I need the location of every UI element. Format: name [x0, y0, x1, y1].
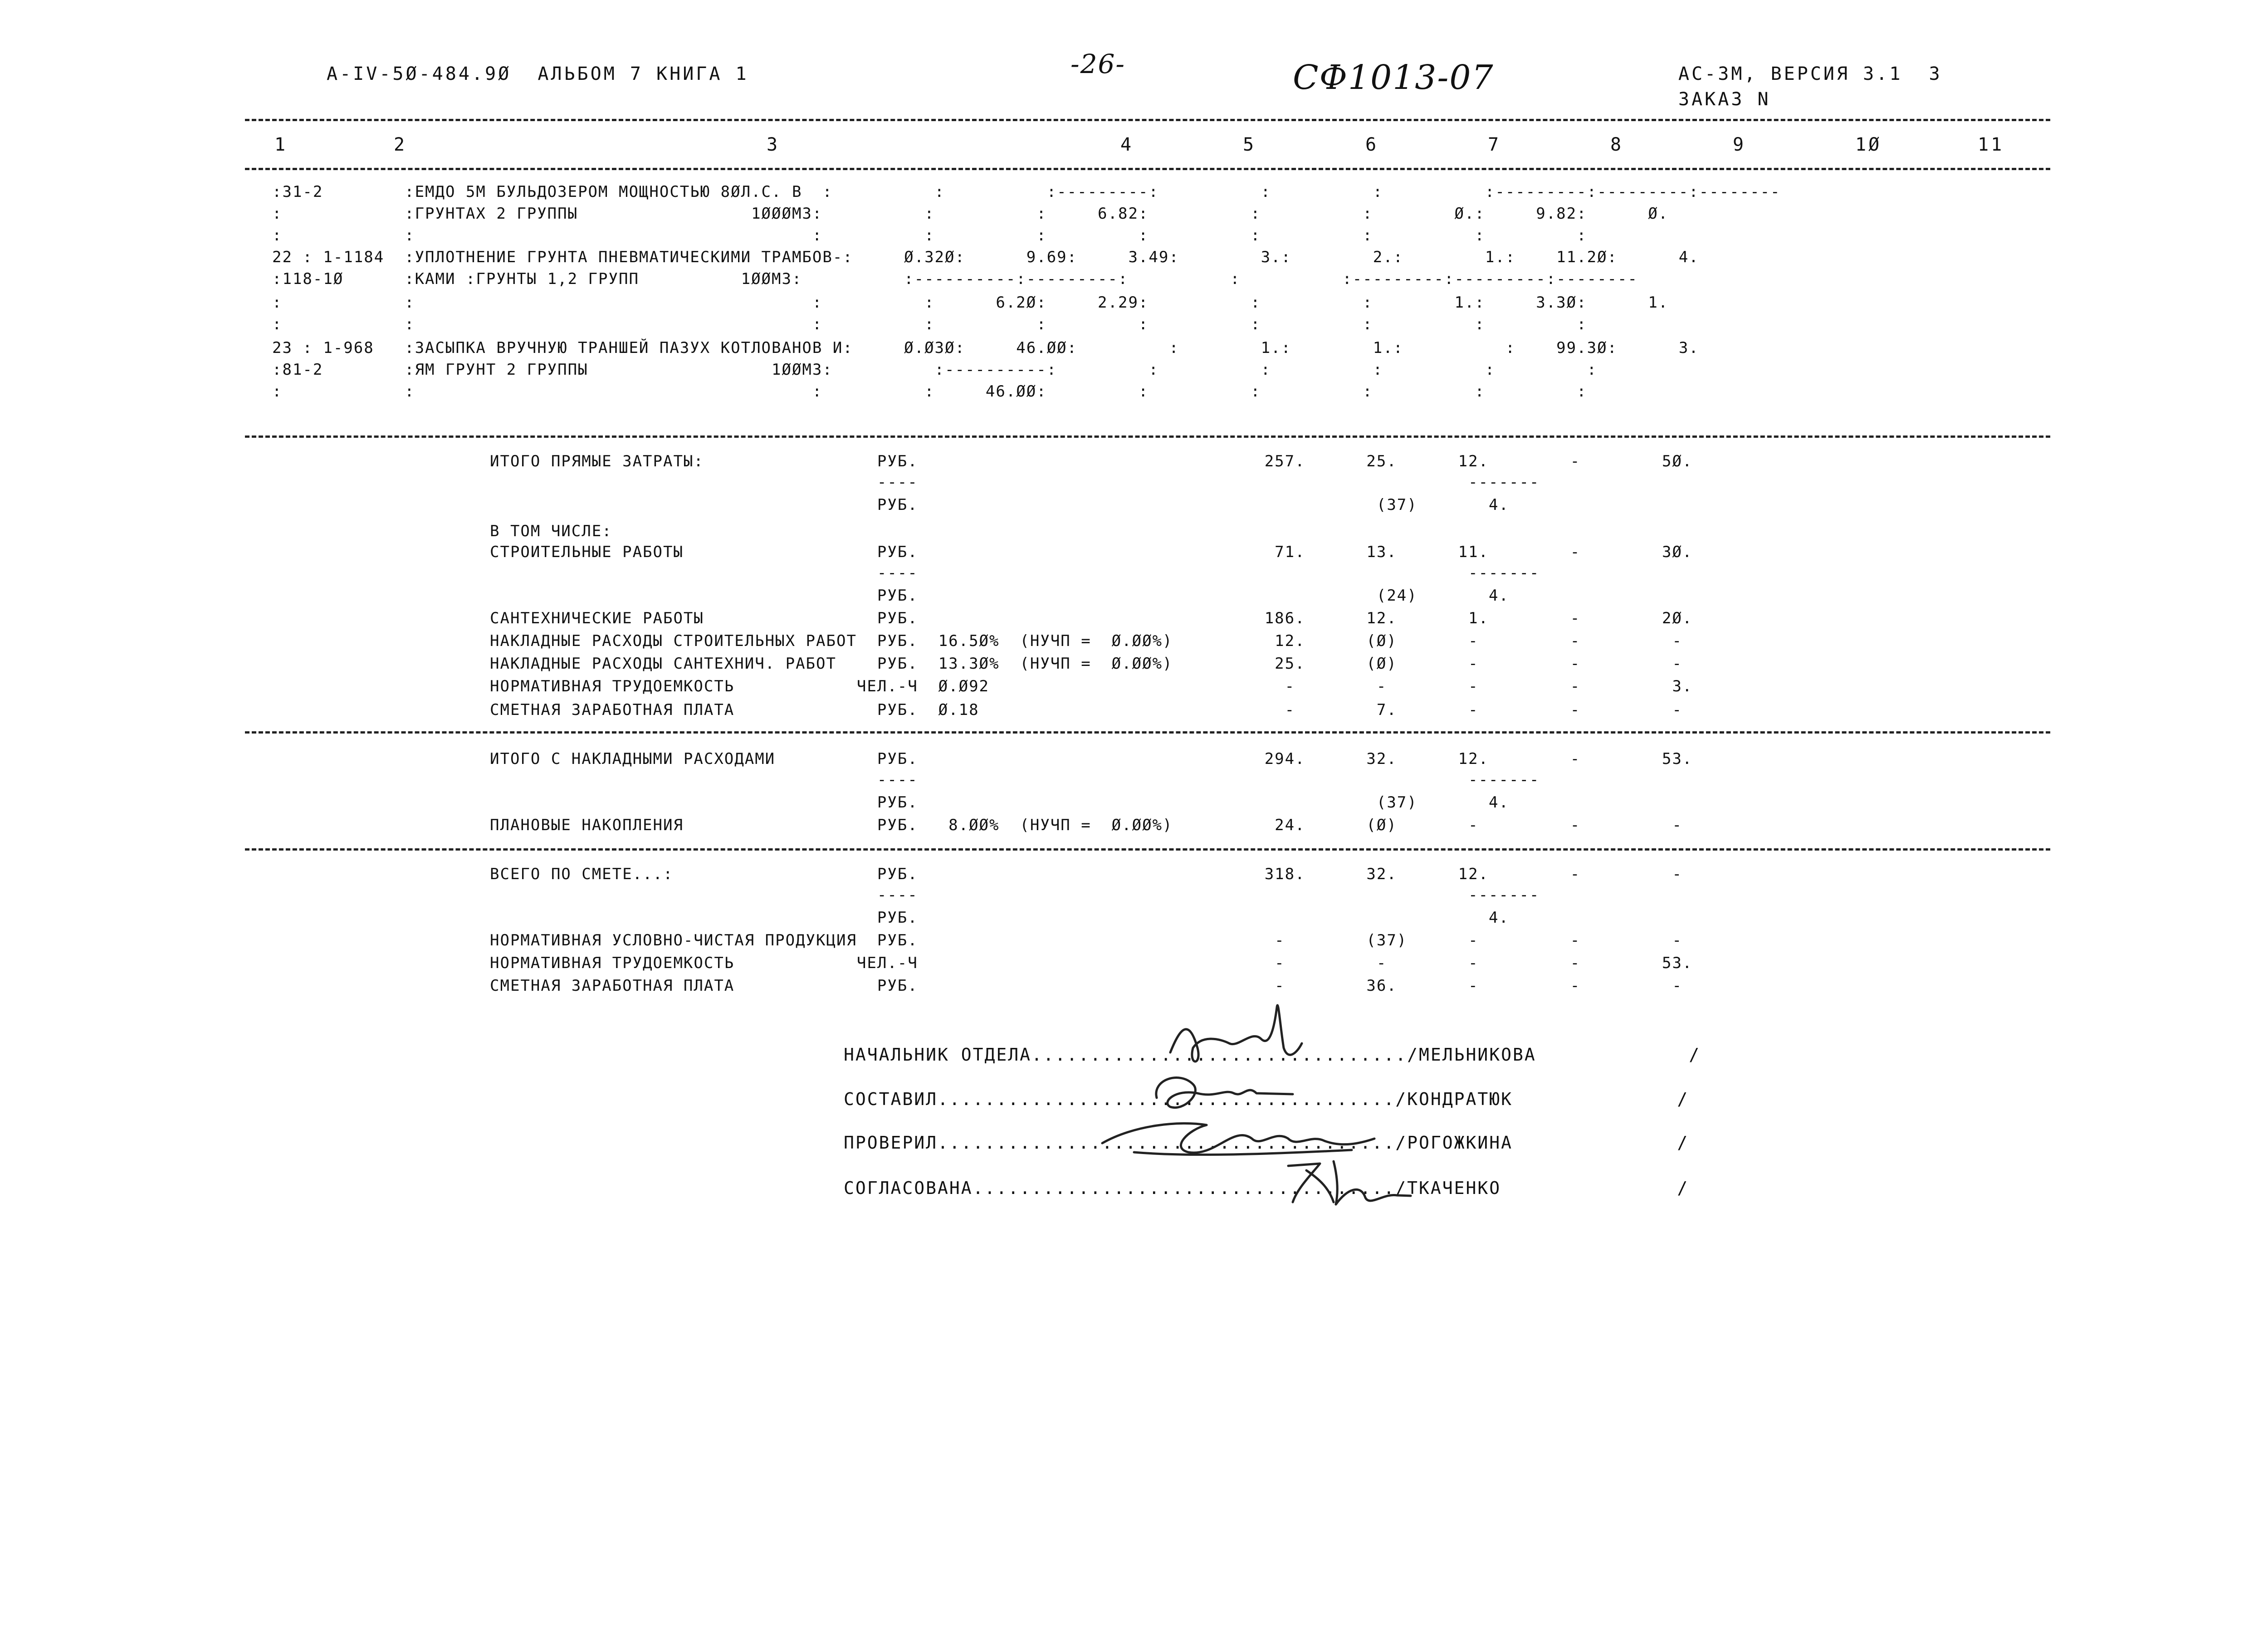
signature-line-approved: СОГЛАСОВАНА..................................../ТКАЧЕНКО / — [844, 1178, 1689, 1198]
column-number: 2 — [394, 134, 407, 155]
column-number: 8 — [1610, 134, 1624, 155]
column-number: 7 — [1488, 134, 1501, 155]
totals-line: ИТОГО С НАКЛАДНЫМИ РАСХОДАМИ РУБ. 294. 32. 12. - 53. — [490, 750, 1693, 768]
page-number: -26- — [1070, 49, 1125, 79]
section-rule — [245, 435, 2050, 438]
column-number: 4 — [1120, 134, 1134, 155]
totals-line: НОРМАТИВНАЯ ТРУДОЕМКОСТЬ ЧЕЛ.-Ч Ø.Ø92 - - - - 3. — [490, 677, 1693, 695]
column-number: 9 — [1733, 134, 1746, 155]
totals-line: СТРОИТЕЛЬНЫЕ РАБОТЫ РУБ. 71. 13. 11. - 3Ø. — [490, 543, 1693, 561]
section-rule — [245, 848, 2050, 851]
totals-line: НАКЛАДНЫЕ РАСХОДЫ СТРОИТЕЛЬНЫХ РАБОТ РУБ. 16.5Ø% (НУЧП = Ø.ØØ%) 12. (Ø) - - - — [490, 632, 1682, 650]
column-number: 1 — [274, 134, 288, 155]
totals-line: РУБ. 4. — [490, 909, 1509, 927]
document-code: СФ1013-07 — [1293, 58, 1494, 97]
table-row: : : : : 6.2Ø: 2.29: : : 1.: 3.3Ø: 1. — [272, 294, 1669, 312]
totals-line: ИТОГО ПРЯМЫЕ ЗАТРАТЫ: РУБ. 257. 25. 12. - 5Ø. — [490, 452, 1693, 470]
table-row: :31-2 :ЕМДО 5М БУЛЬДОЗЕРОМ МОЩНОСТЬЮ 8ØЛ.С. В : : :---------: : : :---------:---------:-------- — [272, 183, 1781, 201]
totals-line: ---- ------- — [490, 771, 1540, 789]
totals-line: РУБ. (37) 4. — [490, 793, 1509, 812]
table-row: : : : : : : : : : : — [272, 315, 1587, 333]
totals-line: НОРМАТИВНАЯ ТРУДОЕМКОСТЬ ЧЕЛ.-Ч - - - - 53. — [490, 954, 1693, 972]
section-rule — [245, 731, 2050, 734]
handwritten-signature-approved — [1279, 1152, 1415, 1211]
table-row: : : : : 46.ØØ: : : : : : — [272, 382, 1587, 401]
header-version: АС-3М, ВЕРСИЯ 3.1 3 — [1678, 64, 1942, 84]
table-row: : : : : : : : : : : — [272, 226, 1587, 245]
column-number: 11 — [1978, 134, 2004, 155]
table-row: 22 : 1-1184 :УПЛОТНЕНИЕ ГРУНТА ПНЕВМАТИЧЕСКИМИ ТРАМБОВ-: Ø.32Ø: 9.69: 3.49: 3.: 2.: 1.: 11.2Ø: 4. — [272, 248, 1699, 266]
table-top-rule — [245, 119, 2050, 121]
totals-line: В ТОМ ЧИСЛЕ: — [490, 522, 612, 540]
table-row: :81-2 :ЯМ ГРУНТ 2 ГРУППЫ 1ØØМ3: :----------: : : : : : — [272, 361, 1598, 379]
column-number: 6 — [1365, 134, 1379, 155]
table-row: :118-1Ø :КАМИ :ГРУНТЫ 1,2 ГРУПП 1ØØМ3: :----------:---------: : :---------:---------:-------- — [272, 270, 1638, 288]
totals-line: САНТЕХНИЧЕСКИЕ РАБОТЫ РУБ. 186. 12. 1. - 2Ø. — [490, 609, 1693, 627]
column-number: 5 — [1243, 134, 1256, 155]
header-left: А-IV-5Ø-484.9Ø АЛЬБОМ 7 КНИГА 1 — [327, 64, 749, 84]
totals-line: РУБ. (37) 4. — [490, 496, 1509, 514]
table-row: 23 : 1-968 :ЗАСЫПКА ВРУЧНУЮ ТРАНШЕЙ ПАЗУХ КОТЛОВАНОВ И: Ø.Ø3Ø: 46.ØØ: : 1.: 1.: : 99.3Ø: 3. — [272, 339, 1699, 357]
totals-line: СМЕТНАЯ ЗАРАБОТНАЯ ПЛАТА РУБ. Ø.18 - 7. - - - — [490, 701, 1682, 719]
totals-line: ---- ------- — [490, 564, 1540, 582]
totals-line: ---- ------- — [490, 886, 1540, 904]
signature-line-compiled: СОСТАВИЛ......................................./КОНДРАТЮК / — [844, 1089, 1689, 1109]
signature-line-head: НАЧАЛЬНИК ОТДЕЛА................................/МЕЛЬНИКОВА / — [844, 1045, 1701, 1065]
header-order: ЗАКАЗ N — [1678, 89, 1771, 110]
column-number: 1Ø — [1855, 134, 1882, 155]
totals-line: РУБ. (24) 4. — [490, 587, 1509, 605]
totals-line: ПЛАНОВЫЕ НАКОПЛЕНИЯ РУБ. 8.ØØ% (НУЧП = Ø.ØØ%) 24. (Ø) - - - — [490, 816, 1682, 834]
column-number: 3 — [767, 134, 780, 155]
signature-line-checked: ПРОВЕРИЛ......................................./РОГОЖКИНА / — [844, 1133, 1689, 1153]
table-header-rule — [245, 168, 2050, 170]
totals-line: ВСЕГО ПО СМЕТЕ...: РУБ. 318. 32. 12. - - — [490, 865, 1682, 883]
totals-line: НОРМАТИВНАЯ УСЛОВНО-ЧИСТАЯ ПРОДУКЦИЯ РУБ. - (37) - - - — [490, 931, 1682, 949]
table-row: : :ГРУНТАХ 2 ГРУППЫ 1ØØØМ3: : : 6.82: : : Ø.: 9.82: Ø. — [272, 205, 1669, 223]
totals-line: ---- ------- — [490, 473, 1540, 491]
totals-line: НАКЛАДНЫЕ РАСХОДЫ САНТЕХНИЧ. РАБОТ РУБ. 13.3Ø% (НУЧП = Ø.ØØ%) 25. (Ø) - - - — [490, 655, 1682, 673]
totals-line: СМЕТНАЯ ЗАРАБОТНАЯ ПЛАТА РУБ. - 36. - - - — [490, 977, 1682, 995]
